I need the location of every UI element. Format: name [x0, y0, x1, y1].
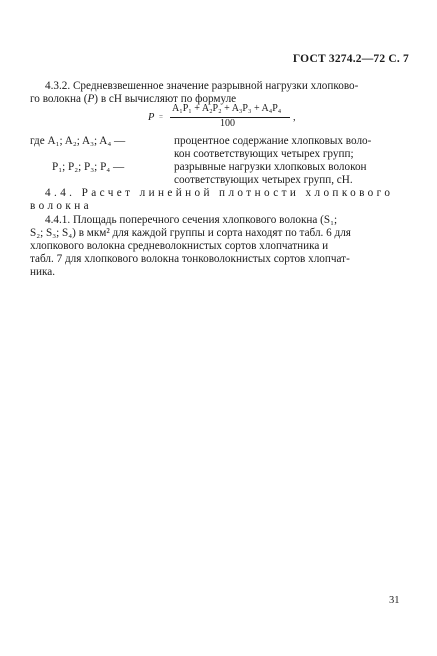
formula-lhs: P — [148, 112, 155, 123]
formula-average-load — [148, 103, 308, 133]
paragraph-4-4-1-line-1: 4.4.1. Площадь поперечного сечения хлопкового волокна (S₁; — [45, 214, 338, 226]
section-4-4-title-line-1: 4.4. Расчет линейной плотности хлопкового — [45, 187, 394, 199]
where-a-lead: где A₁; A₂; A₃; A₄ — — [30, 135, 126, 147]
section-4-4-title-line-2: волокна — [30, 200, 93, 212]
page-header: ГОСТ 3274.2—72 С. 7 — [292, 53, 409, 65]
formula-equals-sign: = — [159, 113, 163, 121]
paragraph-4-4-1-line-2: S₂; S₃; S₄) в мкм² для каждой группы и сорта находят по табл. 6 для — [30, 227, 351, 239]
paragraph-4-4-1-line-4: табл. 7 для хлопкового волокна тонковолокнистых сортов хлопчат- — [30, 253, 350, 265]
where-p-desc-line-1: разрывные нагрузки хлопковых волокон — [174, 161, 367, 173]
formula-numerator: A₁P₁ + A₂P₂ + A₃P₃ + A₄P₄ — [172, 103, 282, 114]
where-a-desc-line-1: процентное содержание хлопковых воло- — [174, 135, 372, 147]
where-p-desc-line-2: соответствующих четырех групп, сН. — [174, 174, 353, 186]
paragraph-4-3-2-line-1: 4.3.2. Средневзвешенное значение разрывной нагрузки хлопково- — [45, 80, 359, 92]
page-number: 31 — [389, 595, 400, 606]
paragraph-4-4-1-line-3: хлопкового волокна средневолокнистых сортов хлопчатника и — [30, 240, 329, 252]
paragraph-4-3-2-text-b: ) в сН вычисляют по формуле — [94, 93, 237, 105]
formula-comma: , — [293, 112, 296, 123]
where-p-lead: P₁; P₂; P₃; P₄ — — [52, 161, 125, 173]
variable-p: P — [87, 93, 95, 105]
paragraph-4-4-1-line-5: ника. — [30, 266, 56, 278]
paragraph-4-3-2-text-a: го волокна ( — [30, 93, 88, 105]
where-a-desc-line-2: кон соответствующих четырех групп; — [174, 148, 354, 160]
formula-denominator: 100 — [220, 118, 235, 129]
